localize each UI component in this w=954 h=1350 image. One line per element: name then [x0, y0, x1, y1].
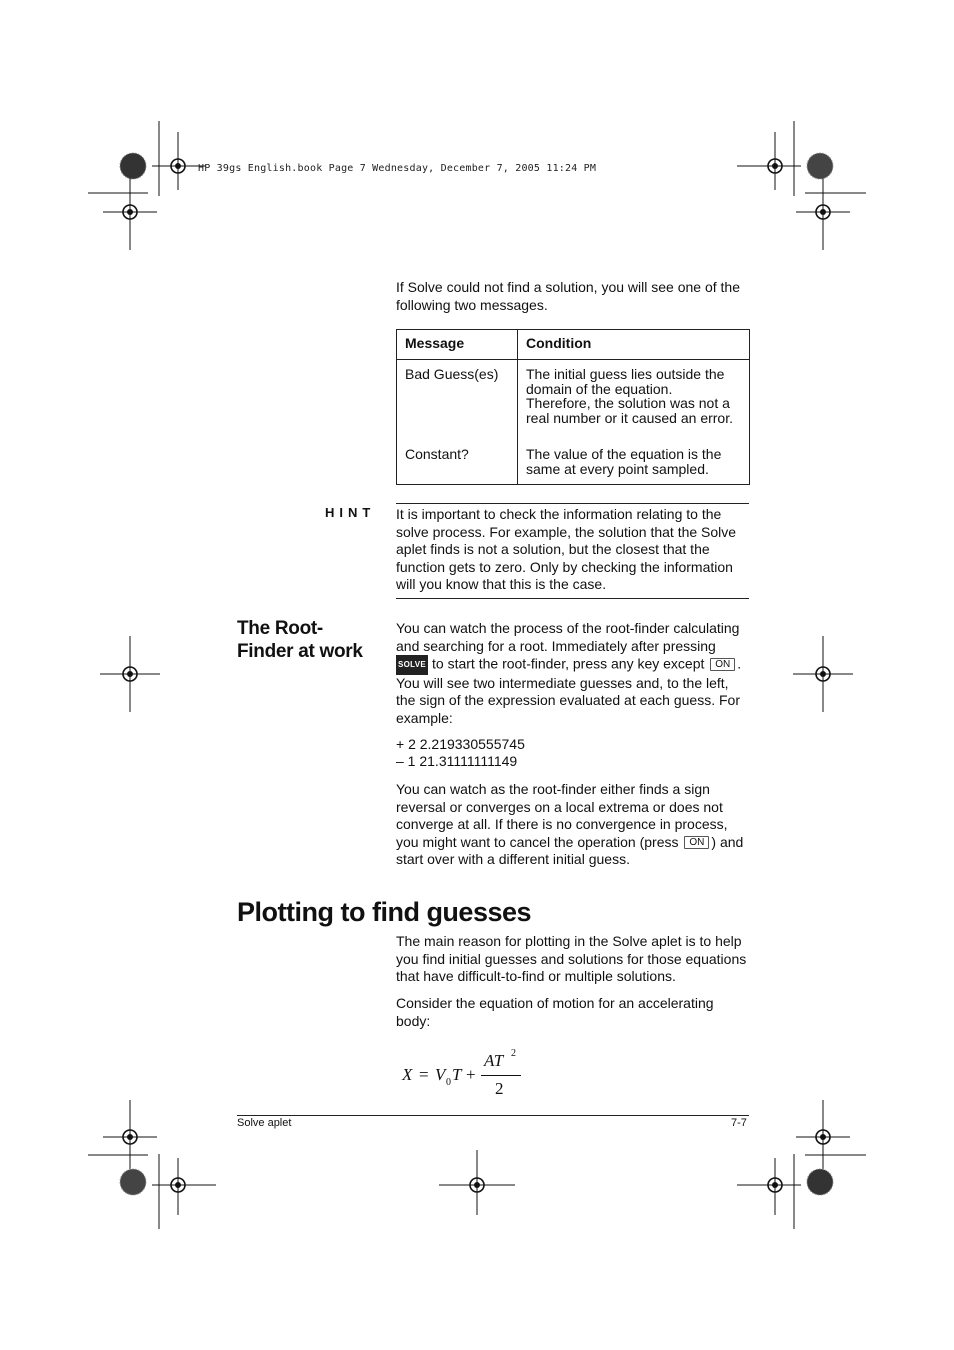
root-finder-heading: The Root-Finder at work	[237, 618, 363, 662]
formula-numerator: AT	[484, 1051, 504, 1070]
footer-page-number: 7-7	[731, 1117, 747, 1129]
root-finder-paragraph-2	[396, 781, 750, 869]
table-header-message: Message	[397, 330, 518, 360]
table-cell-message: Constant?	[397, 431, 518, 485]
plotting-paragraph-2: Consider the equation of motion for an accelerating body:	[396, 995, 714, 1029]
table-cell-message: Bad Guess(es)	[397, 360, 518, 432]
table-cell-condition: The initial guess lies outside the domain of the equation. Therefore, the solution was not a real number or it caused an error.	[518, 360, 750, 432]
table-row	[397, 431, 750, 485]
formula-superscript: 2	[511, 1048, 516, 1059]
formula-denominator: 2	[495, 1079, 504, 1098]
hint-text: It is important to check the information relating to the solve process. For example, the solution that the Solve aplet finds is not a solution, but the closest that the function gets to zero. Only by checking the information will you know that this is the case.	[396, 506, 737, 592]
table-cell-condition: The value of the equation is the same at every point sampled.	[518, 431, 750, 485]
example-line-2: – 1 21.31111111149	[396, 753, 518, 769]
plotting-paragraph-1: The main reason for plotting in the Solve aplet is to help you find initial guesses and solutions for those equations that have difficult-to-find or multiple solutions.	[396, 933, 747, 984]
root-finder-p2-text-a: You can watch as the root-finder either finds a sign reversal or converges on a local extrema or does not converge at all. If there is no convergence in process, you might want to cancel the operation (press	[396, 781, 728, 850]
root-finder-paragraph-1	[396, 620, 750, 727]
root-finder-text-a: You can watch the process of the root-finder calculating and searching for a root. Immediately after pressing	[396, 620, 740, 654]
formula-fraction-bar	[481, 1075, 521, 1076]
formula-plus: +	[466, 1065, 476, 1084]
on-key-icon: ON	[710, 658, 735, 671]
root-finder-text-b: to start the root-finder, press any key except	[432, 655, 705, 672]
on-key-icon: ON	[684, 836, 709, 849]
plotting-heading: Plotting to find guesses	[237, 897, 532, 927]
hint-label: HINT	[325, 505, 376, 520]
formula-equals: =	[419, 1065, 429, 1084]
print-header: HP 39gs English.book Page 7 Wednesday, December 7, 2005 11:24 PM	[198, 163, 597, 174]
message-table	[396, 329, 750, 485]
table-header-condition: Condition	[518, 330, 750, 360]
footer-section-title: Solve aplet	[237, 1117, 292, 1129]
table-row	[397, 360, 750, 432]
hint-box	[396, 503, 749, 599]
intro-paragraph: If Solve could not find a solution, you will see one of the following two messages.	[396, 279, 740, 313]
formula-subscript: 0	[446, 1077, 451, 1088]
formula-v: V	[435, 1065, 446, 1084]
footer-rule	[237, 1115, 749, 1116]
formula-t: T	[452, 1065, 462, 1084]
solve-softkey-icon: SOLVE	[396, 655, 428, 675]
table-header-row	[397, 330, 750, 360]
root-finder-p2-text-b: ) and start over with a different initial guess.	[396, 833, 744, 867]
formula-lhs: X	[402, 1065, 413, 1084]
example-line-1: + 2 2.219330555745	[396, 736, 525, 752]
root-finder-text-c: . You will see two intermediate guesses and, to the left, the sign of the expression evaluated at each guess. For example:	[396, 655, 742, 726]
